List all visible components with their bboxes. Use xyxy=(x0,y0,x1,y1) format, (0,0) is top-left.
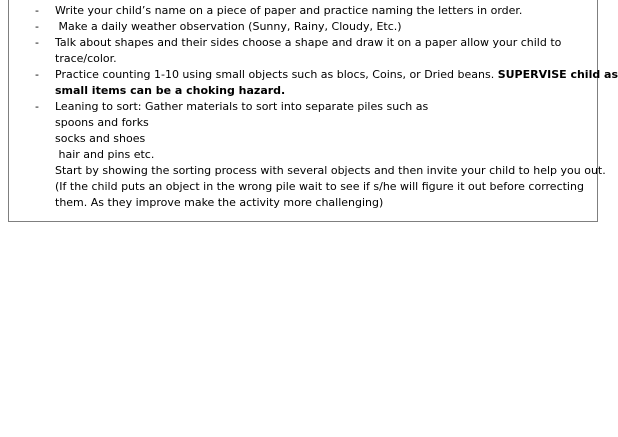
list-item xyxy=(9,19,599,35)
list-item xyxy=(9,99,606,211)
item-text-line: Leaning to sort: Gather materials to sort into separate piles such as xyxy=(55,100,429,113)
item-text-normal: Practice counting 1-10 using small objects such as blocs, Coins, or Dried beans. xyxy=(55,68,498,81)
item-text-line: Start by showing the sorting process with several objects and then invite your child to help you out. xyxy=(55,164,606,177)
item-text-line xyxy=(55,67,618,83)
bullet-dash: - xyxy=(35,4,39,17)
bullet-dash: - xyxy=(35,36,39,49)
item-text-line: (If the child puts an object in the wrong pile wait to see if s/he will figure it out before correcting xyxy=(55,180,584,193)
activity-box xyxy=(8,0,618,222)
choking-hazard-warning: small items can be a choking hazard. xyxy=(55,84,286,97)
item-text-line: Talk about shapes and their sides choose a shape and draw it on a paper allow your child to xyxy=(55,36,562,49)
bullet-dash: - xyxy=(35,20,39,33)
item-text: Write your child’s name on a piece of paper and practice naming the letters in order. xyxy=(55,4,523,17)
list-item xyxy=(9,3,599,19)
item-text-line: trace/color. xyxy=(55,52,117,65)
item-text-line: socks and shoes xyxy=(55,132,146,145)
bullet-dash: - xyxy=(35,68,39,81)
list-item xyxy=(9,67,618,99)
item-text: Make a daily weather observation (Sunny, Rainy, Cloudy, Etc.) xyxy=(55,20,402,33)
activity-list xyxy=(9,3,618,211)
item-text-line: hair and pins etc. xyxy=(55,148,155,161)
list-item xyxy=(9,35,599,67)
bullet-dash: - xyxy=(35,100,39,113)
item-text-line: them. As they improve make the activity more challenging) xyxy=(55,196,384,209)
supervise-warning: SUPERVISE child as xyxy=(497,68,618,81)
item-text-line: spoons and forks xyxy=(55,116,149,129)
